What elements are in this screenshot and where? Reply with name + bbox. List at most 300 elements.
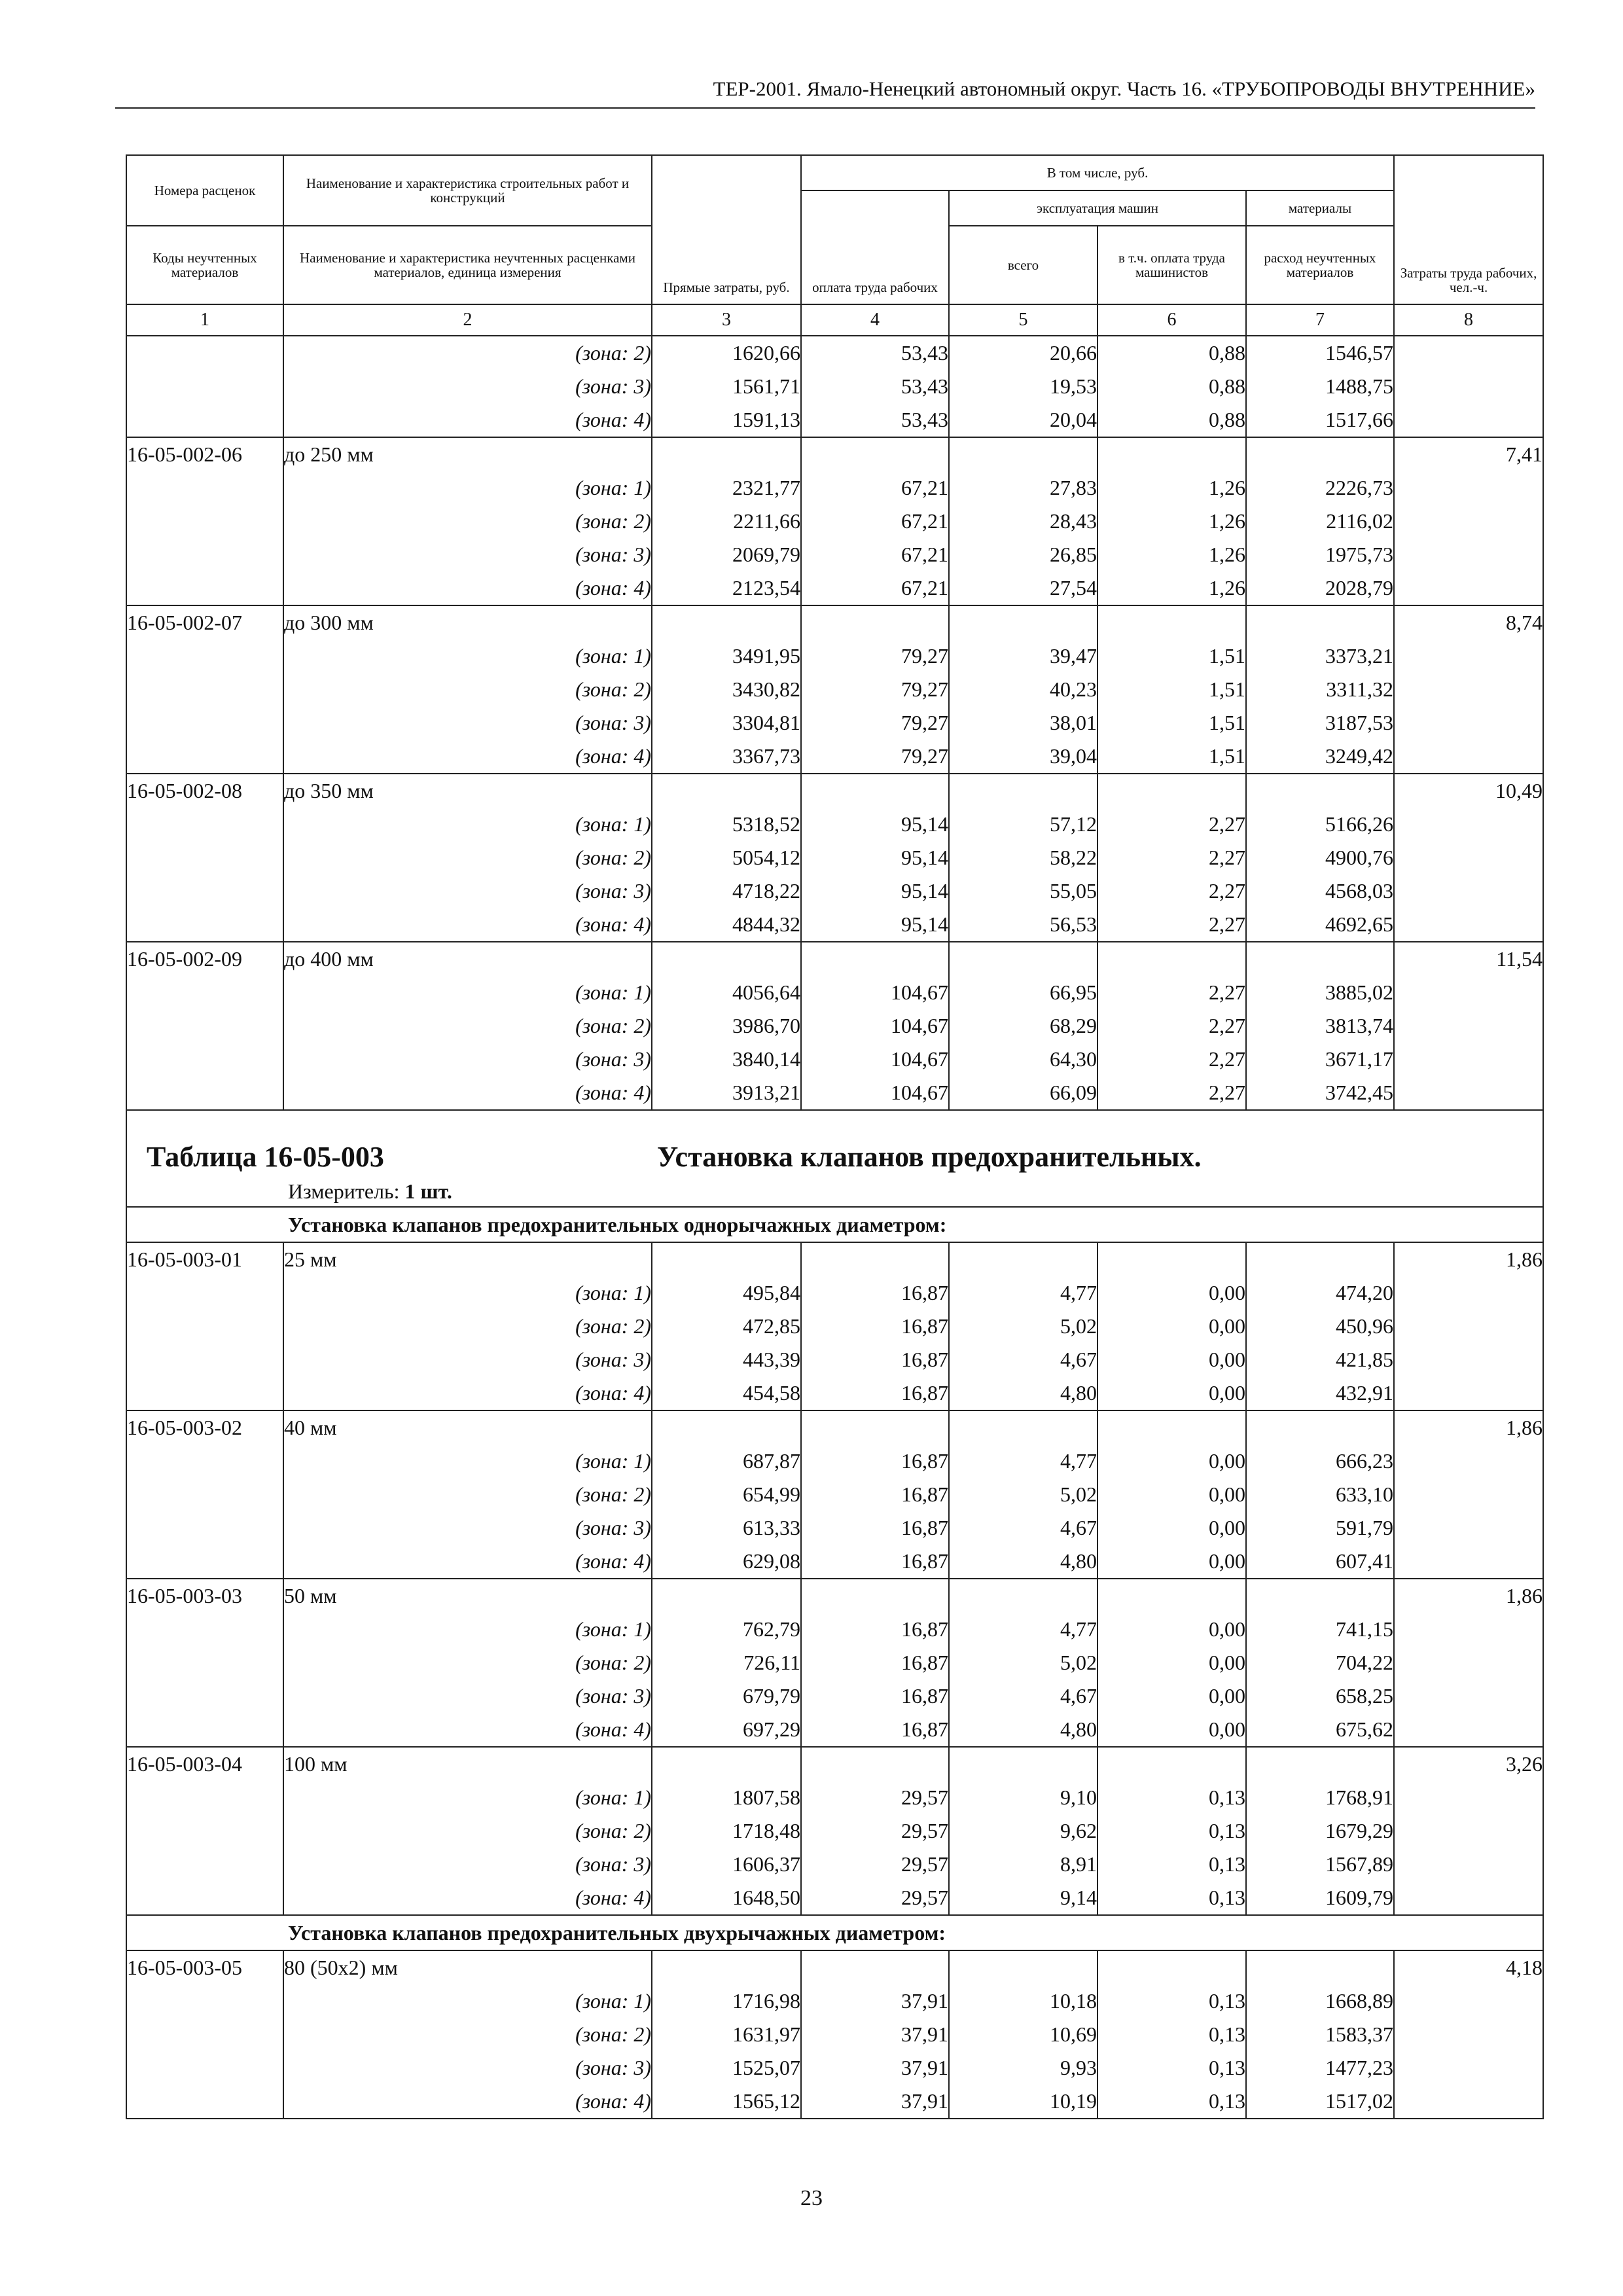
wages: 29,57 [801,1848,949,1881]
empty-cell [1246,1242,1394,1276]
empty-cell [126,2018,283,2051]
zone-label: (зона: 1) [283,1444,652,1478]
direct-costs: 5054,12 [652,841,801,874]
empty-cell [1394,908,1543,942]
empty-cell [126,1646,283,1679]
empty-cell [126,808,283,841]
zone-label: (зона: 2) [283,1478,652,1511]
zone-label: (зона: 2) [283,336,652,370]
table-title: Установка клапанов предохранительных. [657,1141,1202,1173]
materials: 421,85 [1246,1343,1394,1376]
wages: 95,14 [801,841,949,874]
zone-label: (зона: 2) [283,2018,652,2051]
zone-label: (зона: 4) [283,1881,652,1915]
direct-costs: 687,87 [652,1444,801,1478]
direct-costs: 5318,52 [652,808,801,841]
zone-label: (зона: 1) [283,639,652,673]
empty-cell [126,1679,283,1713]
table-body-part1 [126,336,1543,1110]
empty-cell [126,1613,283,1646]
wages: 37,91 [801,2085,949,2119]
rate-header-row [126,942,1543,976]
rate-header-row [126,1747,1543,1781]
wages: 79,27 [801,706,949,740]
labor-hours: 1,86 [1394,1410,1543,1444]
empty-cell [801,1747,949,1781]
wages: 16,87 [801,1545,949,1579]
wages: 37,91 [801,2051,949,2085]
empty-cell [126,1781,283,1814]
empty-cell [1394,1310,1543,1343]
column-number: 1 [126,304,283,336]
empty-cell [1097,774,1246,808]
table-body-part3 [126,1950,1543,2119]
zone-row [126,1511,1543,1545]
wages: 95,14 [801,874,949,908]
empty-cell [1246,1410,1394,1444]
labor-hours: 8,74 [1394,605,1543,639]
empty-cell [1394,841,1543,874]
empty-cell [652,1950,801,1984]
machinists-wages: 0,00 [1097,1343,1246,1376]
rate-name: 100 мм [283,1747,652,1781]
direct-costs: 1807,58 [652,1781,801,1814]
zone-label: (зона: 1) [283,976,652,1009]
materials: 1768,91 [1246,1781,1394,1814]
zone-label: (зона: 4) [283,1545,652,1579]
machines-total: 4,80 [949,1376,1097,1410]
col-header-machines: эксплуатация машин [949,190,1246,226]
rate-header-row [126,1579,1543,1613]
rate-code: 16-05-003-02 [126,1410,283,1444]
empty-cell [949,1950,1097,1984]
zone-label: (зона: 2) [283,673,652,706]
machinists-wages: 2,27 [1097,874,1246,908]
wages: 53,43 [801,336,949,370]
zone-row [126,1043,1543,1076]
empty-cell [801,942,949,976]
rate-name: 25 мм [283,1242,652,1276]
empty-cell [1394,1613,1543,1646]
machinists-wages: 0,00 [1097,1646,1246,1679]
zone-row [126,1376,1543,1410]
machines-total: 9,93 [949,2051,1097,2085]
empty-cell [1394,740,1543,774]
rate-code: 16-05-003-01 [126,1242,283,1276]
column-number: 7 [1246,304,1394,336]
machinists-wages: 2,27 [1097,1043,1246,1076]
empty-cell [126,874,283,908]
machines-total: 39,47 [949,639,1097,673]
empty-cell [1097,942,1246,976]
wages: 16,87 [801,1613,949,1646]
machinists-wages: 0,00 [1097,1310,1246,1343]
machinists-wages: 2,27 [1097,841,1246,874]
direct-costs: 2211,66 [652,505,801,538]
col-header-material-usage: расход неучтенных материалов [1246,226,1394,304]
machines-total: 64,30 [949,1043,1097,1076]
empty-cell [1394,1478,1543,1511]
col-header-material-codes: Коды неучтенных материалов [126,226,283,304]
direct-costs: 1620,66 [652,336,801,370]
empty-cell [126,2051,283,2085]
direct-costs: 495,84 [652,1276,801,1310]
machinists-wages: 2,27 [1097,1009,1246,1043]
column-number: 2 [283,304,652,336]
section-subheading: Установка клапанов предохранительных двухрычажных диаметром: [126,1915,1543,1950]
machines-total: 58,22 [949,841,1097,874]
wages: 104,67 [801,976,949,1009]
direct-costs: 654,99 [652,1478,801,1511]
direct-costs: 1718,48 [652,1814,801,1848]
zone-label: (зона: 1) [283,1276,652,1310]
rate-name: до 250 мм [283,437,652,471]
wages: 53,43 [801,403,949,437]
zone-row [126,673,1543,706]
machinists-wages: 1,26 [1097,538,1246,571]
zone-label: (зона: 2) [283,1646,652,1679]
empty-cell [949,942,1097,976]
col-header-group: В том числе, руб. [801,155,1394,190]
wages: 16,87 [801,1310,949,1343]
empty-cell [1394,706,1543,740]
zone-label: (зона: 2) [283,841,652,874]
wages: 16,87 [801,1478,949,1511]
machinists-wages: 2,27 [1097,908,1246,942]
zone-row [126,1444,1543,1478]
machines-total: 56,53 [949,908,1097,942]
zone-row [126,706,1543,740]
direct-costs: 3840,14 [652,1043,801,1076]
empty-cell [1097,605,1246,639]
wages: 67,21 [801,538,949,571]
labor-hours: 11,54 [1394,942,1543,976]
zone-label: (зона: 4) [283,1713,652,1747]
zone-label: (зона: 3) [283,1848,652,1881]
empty-cell [126,1984,283,2018]
empty-cell [126,1009,283,1043]
direct-costs: 1561,71 [652,370,801,403]
zone-label: (зона: 1) [283,1781,652,1814]
machinists-wages: 0,88 [1097,403,1246,437]
machines-total: 26,85 [949,538,1097,571]
zone-row [126,336,1543,370]
zone-row [126,1276,1543,1310]
machinists-wages: 0,88 [1097,370,1246,403]
materials: 1668,89 [1246,1984,1394,2018]
machines-total: 20,66 [949,336,1097,370]
rate-header-row [126,1242,1543,1276]
machines-total: 4,77 [949,1276,1097,1310]
empty-cell [1394,1076,1543,1110]
empty-cell [126,1376,283,1410]
zone-row [126,1343,1543,1376]
unit-value: 1 шт. [404,1179,452,1203]
wages: 37,91 [801,2018,949,2051]
table-header [126,155,1543,336]
machinists-wages: 0,00 [1097,1511,1246,1545]
empty-cell [126,908,283,942]
zone-label: (зона: 3) [283,538,652,571]
zone-row [126,571,1543,605]
machines-total: 5,02 [949,1478,1097,1511]
wages: 95,14 [801,908,949,942]
machinists-wages: 0,00 [1097,1276,1246,1310]
machinists-wages: 0,13 [1097,2018,1246,2051]
table-body-part2 [126,1242,1543,1915]
rate-code: 16-05-002-06 [126,437,283,471]
empty-cell [1394,1848,1543,1881]
empty-cell [801,605,949,639]
machinists-wages: 0,13 [1097,2085,1246,2119]
wages: 67,21 [801,505,949,538]
direct-costs: 3367,73 [652,740,801,774]
direct-costs: 2123,54 [652,571,801,605]
empty-cell [949,1242,1097,1276]
rate-code: 16-05-002-09 [126,942,283,976]
empty-cell [949,1747,1097,1781]
column-number: 6 [1097,304,1246,336]
direct-costs: 3986,70 [652,1009,801,1043]
rate-code: 16-05-003-03 [126,1579,283,1613]
machines-total: 38,01 [949,706,1097,740]
zone-label: (зона: 3) [283,1043,652,1076]
zone-label: (зона: 3) [283,874,652,908]
zone-label: (зона: 3) [283,370,652,403]
rate-header-row [126,605,1543,639]
machinists-wages: 2,27 [1097,1076,1246,1110]
machines-total: 4,80 [949,1713,1097,1747]
machinists-wages: 2,27 [1097,976,1246,1009]
empty-cell [126,1511,283,1545]
empty-cell [126,2085,283,2119]
column-number: 8 [1394,304,1543,336]
col-header-work-name: Наименование и характеристика строительных работ и конструкций [283,155,652,226]
rate-name: 80 (50х2) мм [283,1950,652,1984]
empty-cell [126,1881,283,1915]
empty-cell [126,1310,283,1343]
materials: 5166,26 [1246,808,1394,841]
materials: 2028,79 [1246,571,1394,605]
machinists-wages: 2,27 [1097,808,1246,841]
empty-cell [126,740,283,774]
machinists-wages: 0,00 [1097,1478,1246,1511]
rates-table [126,154,1544,2119]
empty-cell [1394,571,1543,605]
empty-cell [1394,808,1543,841]
zone-label: (зона: 1) [283,1613,652,1646]
machines-total: 9,10 [949,1781,1097,1814]
wages: 67,21 [801,571,949,605]
empty-cell [1394,1984,1543,2018]
empty-cell [126,673,283,706]
machines-total: 19,53 [949,370,1097,403]
direct-costs: 4844,32 [652,908,801,942]
empty-cell [1394,1043,1543,1076]
direct-costs: 2321,77 [652,471,801,505]
direct-costs: 1631,97 [652,2018,801,2051]
materials: 1609,79 [1246,1881,1394,1915]
machines-total: 10,69 [949,2018,1097,2051]
materials: 450,96 [1246,1310,1394,1343]
direct-costs: 629,08 [652,1545,801,1579]
direct-costs: 1525,07 [652,2051,801,2085]
direct-costs: 613,33 [652,1511,801,1545]
direct-costs: 3304,81 [652,706,801,740]
wages: 53,43 [801,370,949,403]
zone-label: (зона: 2) [283,1814,652,1848]
labor-hours: 3,26 [1394,1747,1543,1781]
materials: 633,10 [1246,1478,1394,1511]
machines-total: 10,19 [949,2085,1097,2119]
zone-row [126,908,1543,942]
zone-label: (зона: 3) [283,706,652,740]
empty-cell [652,437,801,471]
materials: 675,62 [1246,1713,1394,1747]
page-number: 23 [800,2186,823,2210]
wages: 16,87 [801,1713,949,1747]
column-number: 3 [652,304,801,336]
empty-cell [1394,1679,1543,1713]
machines-total: 66,09 [949,1076,1097,1110]
wages: 16,87 [801,1343,949,1376]
machines-total: 4,67 [949,1343,1097,1376]
empty-cell [1394,1646,1543,1679]
table-label: Таблица 16-05-003 [147,1141,384,1173]
rate-code: 16-05-002-08 [126,774,283,808]
empty-cell [1246,437,1394,471]
empty-cell [801,1242,949,1276]
empty-cell [1097,1410,1246,1444]
zone-row [126,1814,1543,1848]
machinists-wages: 0,00 [1097,1613,1246,1646]
zone-label: (зона: 4) [283,1076,652,1110]
zone-row [126,841,1543,874]
empty-cell [1097,1747,1246,1781]
materials: 1583,37 [1246,2018,1394,2051]
empty-cell [126,370,283,403]
rate-name: до 400 мм [283,942,652,976]
machines-total: 4,80 [949,1545,1097,1579]
empty-cell [1097,1242,1246,1276]
col-header-material-names: Наименование и характеристика неучтенных расценками материалов, единица измерения [283,226,652,304]
machinists-wages: 0,13 [1097,1984,1246,2018]
empty-cell [652,942,801,976]
empty-cell [1394,336,1543,370]
empty-cell [801,437,949,471]
empty-cell [1394,1545,1543,1579]
rate-header-row [126,1410,1543,1444]
wages: 104,67 [801,1076,949,1110]
empty-cell [652,1579,801,1613]
machines-total: 9,62 [949,1814,1097,1848]
machinists-wages: 1,51 [1097,740,1246,774]
empty-cell [1394,1781,1543,1814]
materials: 741,15 [1246,1613,1394,1646]
empty-cell [126,336,283,370]
empty-cell [1394,1343,1543,1376]
section-subheading: Установка клапанов предохранительных однорычажных диаметром: [126,1207,1543,1242]
zone-label: (зона: 3) [283,1343,652,1376]
zone-row [126,505,1543,538]
empty-cell [126,1713,283,1747]
zone-row [126,1613,1543,1646]
machines-total: 5,02 [949,1310,1097,1343]
zone-row [126,1984,1543,2018]
materials: 4900,76 [1246,841,1394,874]
wages: 29,57 [801,1881,949,1915]
materials: 607,41 [1246,1545,1394,1579]
zone-label: (зона: 1) [283,1984,652,2018]
empty-cell [126,571,283,605]
empty-cell [126,1343,283,1376]
machines-total: 39,04 [949,740,1097,774]
machinists-wages: 1,51 [1097,639,1246,673]
empty-cell [949,437,1097,471]
empty-cell [126,1076,283,1110]
empty-cell [1394,403,1543,437]
empty-cell [949,1579,1097,1613]
zone-label: (зона: 4) [283,2085,652,2119]
wages: 29,57 [801,1814,949,1848]
empty-cell [652,1410,801,1444]
wages: 16,87 [801,1444,949,1478]
zone-label: (зона: 2) [283,505,652,538]
direct-costs: 3430,82 [652,673,801,706]
machinists-wages: 1,51 [1097,673,1246,706]
materials: 3885,02 [1246,976,1394,1009]
machines-total: 27,54 [949,571,1097,605]
labor-hours: 10,49 [1394,774,1543,808]
zone-label: (зона: 4) [283,740,652,774]
machines-total: 5,02 [949,1646,1097,1679]
direct-costs: 1648,50 [652,1881,801,1915]
materials: 3742,45 [1246,1076,1394,1110]
materials: 3187,53 [1246,706,1394,740]
zone-label: (зона: 2) [283,1009,652,1043]
empty-cell [801,1950,949,1984]
machines-total: 4,77 [949,1613,1097,1646]
empty-cell [126,471,283,505]
empty-cell [1394,673,1543,706]
zone-row [126,1076,1543,1110]
empty-cell [1246,1950,1394,1984]
empty-cell [126,1043,283,1076]
machinists-wages: 0,00 [1097,1376,1246,1410]
rate-header-row [126,437,1543,471]
machinists-wages: 0,13 [1097,2051,1246,2085]
empty-cell [126,538,283,571]
materials: 3311,32 [1246,673,1394,706]
materials: 1477,23 [1246,2051,1394,2085]
col-header-rate-number: Номера расценок [126,155,283,226]
zone-row [126,874,1543,908]
empty-cell [126,1814,283,1848]
direct-costs: 472,85 [652,1310,801,1343]
empty-cell [1394,1713,1543,1747]
wages: 79,27 [801,673,949,706]
rate-header-row [126,774,1543,808]
machinists-wages: 1,26 [1097,471,1246,505]
column-number: 4 [801,304,949,336]
empty-cell [126,706,283,740]
machines-total: 8,91 [949,1848,1097,1881]
zone-label: (зона: 3) [283,1679,652,1713]
zone-row [126,2018,1543,2051]
materials: 666,23 [1246,1444,1394,1478]
zone-label: (зона: 3) [283,2051,652,2085]
empty-cell [1394,471,1543,505]
